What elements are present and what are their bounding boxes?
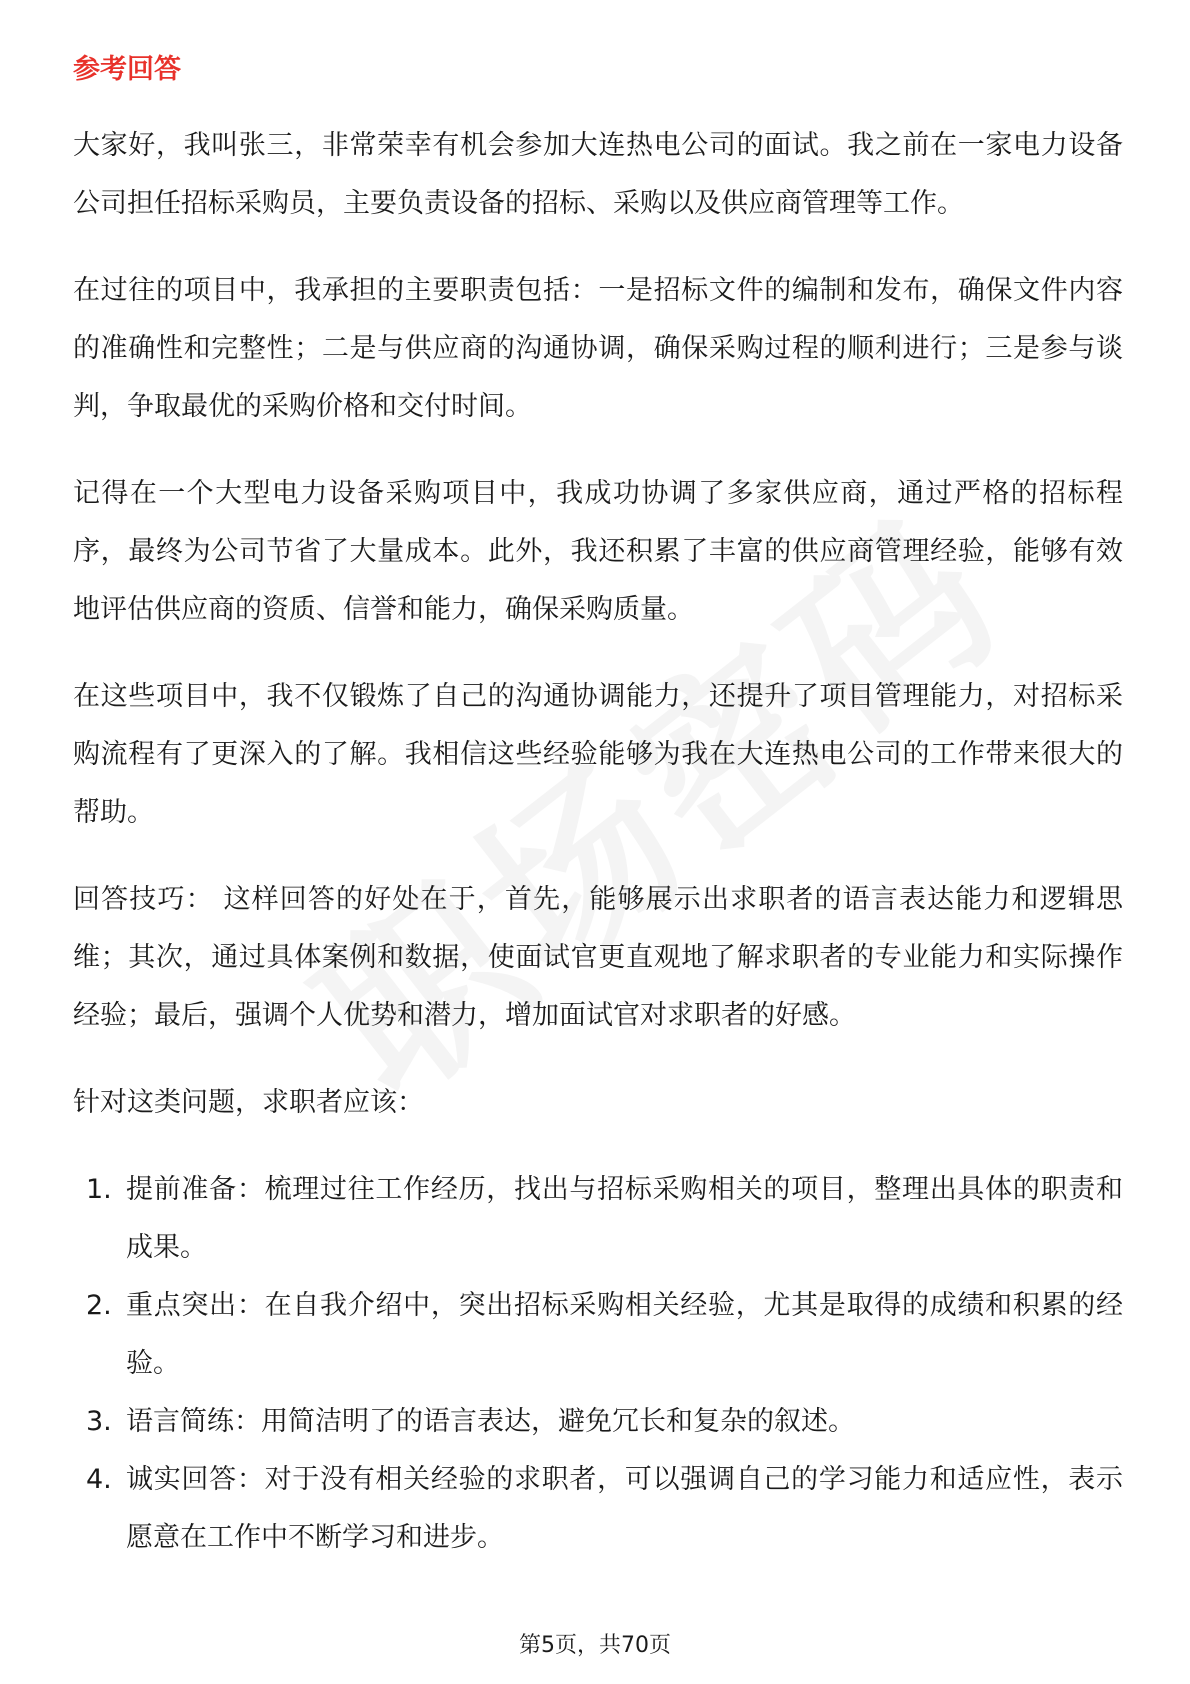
list-number: 3. <box>86 1406 112 1437</box>
advice-list <box>73 1161 1123 1567</box>
paragraph: 记得在一个大型电力设备采购项目中，我成功协调了多家供应商，通过严格的招标程序，最终为公司节省了大量成本。此外，我还积累了丰富的供应商管理经验，能够有效地评估供应商的资质、信誉和能力，确保采购质量。 <box>73 478 1123 625</box>
list-item-text: 重点突出：在自我介绍中，突出招标采购相关经验，尤其是取得的成绩和积累的经验。 <box>126 1290 1123 1379</box>
list-number: 1. <box>86 1174 112 1205</box>
list-number: 2. <box>86 1290 112 1321</box>
paragraph: 在这些项目中，我不仅锻炼了自己的沟通协调能力，还提升了项目管理能力，对招标采购流程有了更深入的了解。我相信这些经验能够为我在大连热电公司的工作带来很大的帮助。 <box>73 681 1123 828</box>
list-intro: 针对这类问题，求职者应该： <box>73 1087 424 1118</box>
paragraph: 大家好，我叫张三，非常荣幸有机会参加大连热电公司的面试。我之前在一家电力设备公司担任招标采购员，主要负责设备的招标、采购以及供应商管理等工作。 <box>73 130 1123 219</box>
list-item <box>73 1277 1123 1393</box>
list-item-text: 语言简练：用简洁明了的语言表达，避免冗长和复杂的叙述。 <box>126 1406 855 1437</box>
paragraph: 在过往的项目中，我承担的主要职责包括：一是招标文件的编制和发布，确保文件内容的准确性和完整性；二是与供应商的沟通协调，确保采购过程的顺利进行；三是参与谈判，争取最优的采购价格和交付时间。 <box>73 275 1123 422</box>
list-number: 4. <box>86 1464 112 1495</box>
page-number-footer: 第5页，共70页 <box>519 1633 671 1658</box>
list-item-text: 提前准备：梳理过往工作经历，找出与招标采购相关的项目，整理出具体的职责和成果。 <box>126 1174 1123 1263</box>
list-item-text: 诚实回答：对于没有相关经验的求职者，可以强调自己的学习能力和适应性，表示愿意在工作中不断学习和进步。 <box>126 1464 1123 1553</box>
list-item <box>73 1451 1123 1567</box>
section-title: 参考回答 <box>73 54 181 85</box>
answer-body <box>73 117 1123 1567</box>
list-item <box>73 1161 1123 1277</box>
answer-tips-paragraph: 回答技巧： 这样回答的好处在于，首先，能够展示出求职者的语言表达能力和逻辑思维；其次，通过具体案例和数据，使面试官更直观地了解求职者的专业能力和实际操作经验；最后，强调个人优势和潜力，增加面试官对求职者的好感。 <box>73 884 1123 1031</box>
list-item <box>73 1393 1123 1451</box>
